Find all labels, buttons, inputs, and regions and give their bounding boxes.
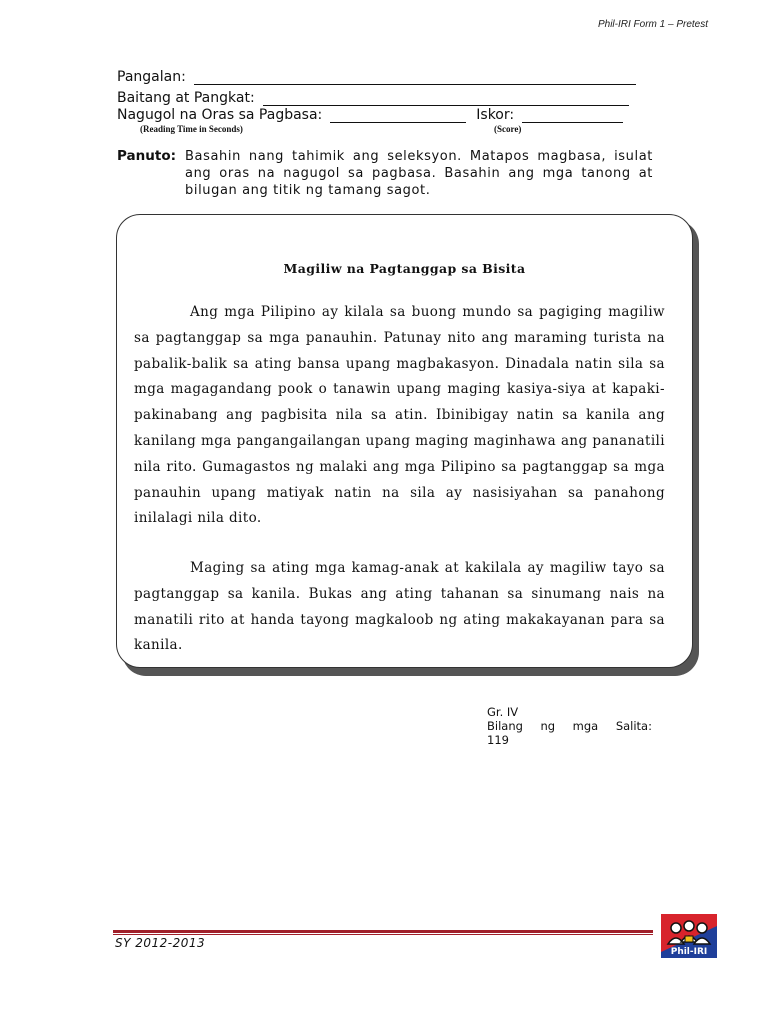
story-paragraph-2: Maging sa ating mga kamag-anak at kakilala ay magiliw tayo sa pagtanggap sa kanila. Bukas ang ating tahanan sa sinumang nais na manatili rito at handa tayong magkaloob ng ating makakayanan para sa kanila. xyxy=(134,560,665,654)
grade-section-field xyxy=(117,90,629,106)
logo-text: Phil-IRI xyxy=(670,947,708,957)
grade-info xyxy=(487,705,652,747)
grade-level: Gr. IV xyxy=(487,705,519,719)
footer-rule xyxy=(113,930,653,933)
reading-time-line[interactable] xyxy=(330,107,466,123)
reading-time-hint: (Reading Time in Seconds) xyxy=(140,124,243,134)
name-label: Pangalan: xyxy=(117,69,186,85)
story-paragraph-1: Ang mga Pilipino ay kilala sa buong mundo sa pagiging magiliw sa pagtanggap sa mga panauhin. Patunay nito ang maraming turista na pabalik-balik sa ating bansa upang magbakasyon. Dinadala natin sila sa mga magagandang pook o tanawin upang maging kasiya-siya at kapaki-pakinabang ang pagbisita nila sa atin. Ibinibigay natin sa kanila ang kanilang mga pangangailangan upang maging maginhawa ang pananatili nila rito. Gumagastos ng malaki ang mga Pilipino sa pagtanggap sa mga panauhin upang matiyak natin na sila ay nasisiyahan sa panahong inilalagi nila dito. xyxy=(134,304,665,527)
word-count-label xyxy=(487,719,652,733)
word-count-label-part: ng xyxy=(540,719,556,733)
instructions-label: Panuto: xyxy=(117,148,176,164)
word-count-value: 119 xyxy=(487,733,509,747)
word-count-label-part: mga xyxy=(572,719,599,733)
school-year: SY 2012-2013 xyxy=(115,936,206,950)
reading-time-field xyxy=(117,107,623,123)
instructions-text: Basahin nang tahimik ang seleksyon. Matapos magbasa, isulat ang oras na nagugol sa pagbasa. Basahin ang mga tanong at bilugan ang titik ng tamang sagot. xyxy=(185,149,653,198)
word-count-label-part: Salita: xyxy=(615,719,652,733)
name-field xyxy=(117,69,636,85)
footer-rule-thin xyxy=(113,934,653,935)
instructions xyxy=(117,148,653,199)
score-hint: (Score) xyxy=(494,124,522,134)
score-label: Iskor: xyxy=(476,107,515,123)
form-label: Phil-IRI Form 1 – Pretest xyxy=(597,19,708,30)
grade-section-label: Baitang at Pangkat: xyxy=(117,90,255,106)
name-line[interactable] xyxy=(194,69,636,85)
reading-time-label: Nagugol na Oras sa Pagbasa: xyxy=(117,107,323,123)
grade-section-line[interactable] xyxy=(263,90,629,106)
story-title: Magiliw na Pagtanggap sa Bisita xyxy=(283,261,526,276)
word-count-label-part: Bilang xyxy=(487,719,523,733)
score-line[interactable] xyxy=(522,107,623,123)
